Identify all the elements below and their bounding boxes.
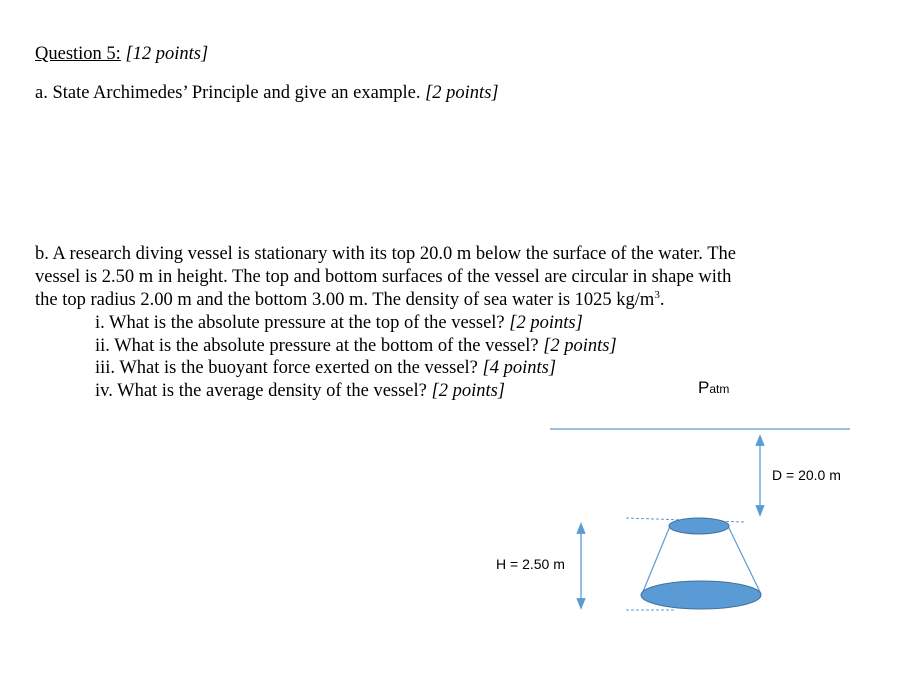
depth-label: D = 20.0 m xyxy=(772,467,841,483)
cubic-superscript: 3 xyxy=(654,289,660,301)
height-label: H = 2.50 m xyxy=(496,556,565,572)
patm-subscript: atm xyxy=(709,382,730,396)
sub-question-points: [2 points] xyxy=(509,313,583,333)
part-a-text: a. State Archimedes’ Principle and give an example. xyxy=(35,83,421,103)
part-b-line-2: vessel is 2.50 m in height. The top and bottom surfaces of the vessel are circular in shape with xyxy=(35,267,732,287)
question-points: [12 points] xyxy=(125,44,209,64)
vessel-top-surface xyxy=(669,518,729,534)
atmospheric-pressure-label xyxy=(698,378,729,398)
patm-symbol: P xyxy=(698,378,710,397)
sub-question-points: [2 points] xyxy=(431,381,506,401)
vessel-bottom-surface xyxy=(641,581,761,609)
question-label: Question 5: xyxy=(35,44,121,64)
part-b-line-3-text: the top radius 2.00 m and the bottom 3.00 m. The density of sea water is 1025 kg/m xyxy=(35,290,655,310)
sub-question-text: iii. What is the buoyant force exerted on the vessel? xyxy=(95,358,478,378)
sub-question-text: ii. What is the absolute pressure at the bottom of the vessel? xyxy=(95,336,539,356)
part-a-points: [2 points] xyxy=(425,83,499,103)
sub-question-points: [2 points] xyxy=(543,336,617,356)
sub-question-text: iv. What is the average density of the vessel? xyxy=(95,381,427,401)
sub-question-points: [4 points] xyxy=(482,358,557,378)
sub-question-text: i. What is the absolute pressure at the top of the vessel? xyxy=(95,313,505,333)
part-b-line-1: b. A research diving vessel is stationary with its top 20.0 m below the surface of the water. The xyxy=(35,244,736,264)
part-b-line-3-end: . xyxy=(659,290,665,310)
